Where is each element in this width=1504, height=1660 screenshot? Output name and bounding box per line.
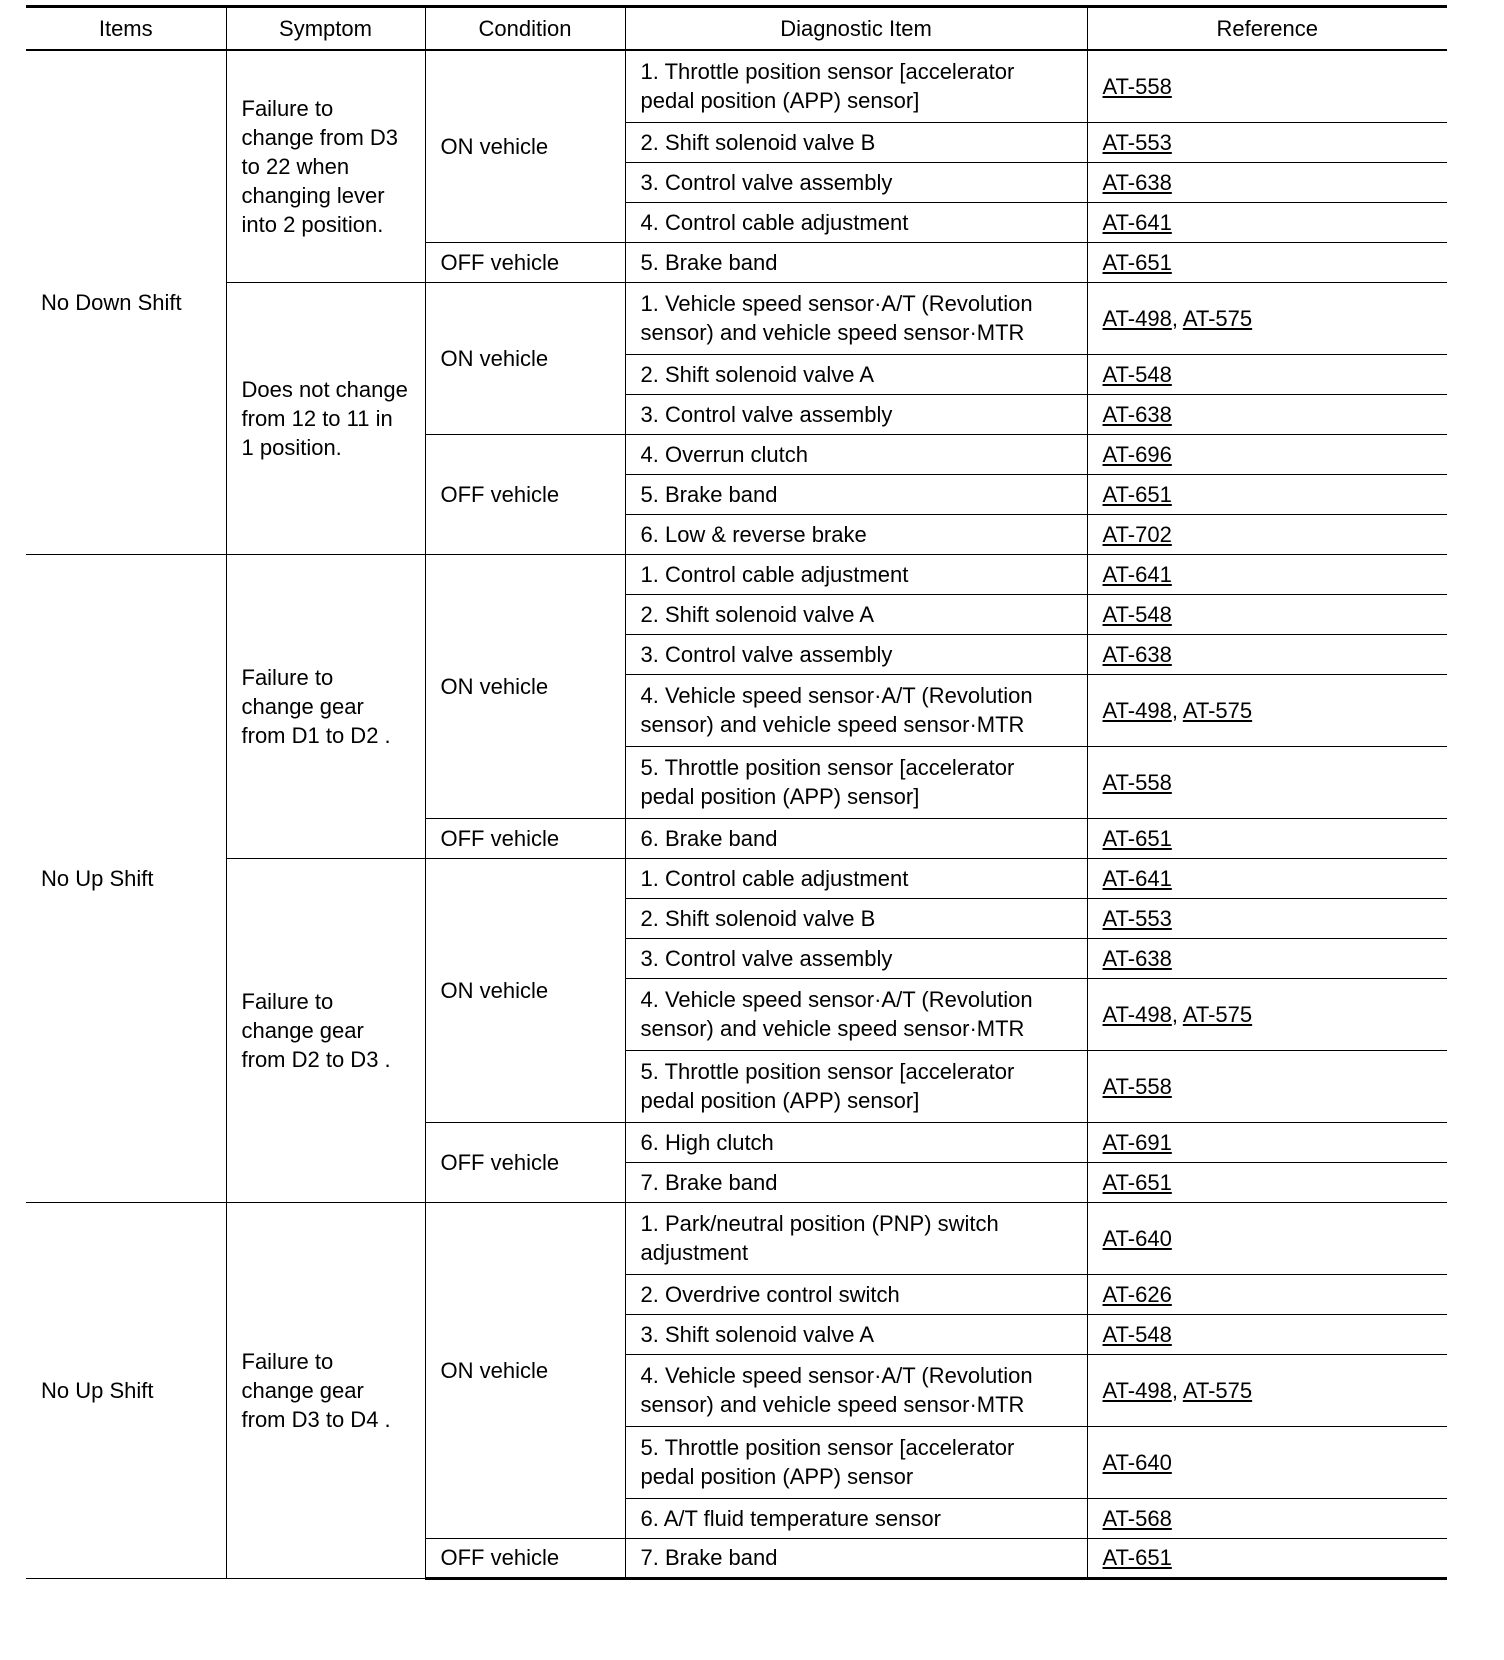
reference-cell: [1087, 1498, 1447, 1538]
reference-cell: [1087, 1202, 1447, 1274]
reference-link[interactable]: AT-651: [1102, 825, 1172, 851]
reference-cell: [1087, 514, 1447, 554]
reference-cell: [1087, 746, 1447, 818]
reference-link[interactable]: AT-575: [1182, 697, 1253, 723]
diagnostic-item: 1. Park/neutral position (PNP) switch adjustment: [625, 1202, 1087, 1274]
reference-link[interactable]: AT-558: [1102, 1073, 1172, 1099]
symptom-cell: Failure to change gear from D3 to D4 .: [226, 1202, 425, 1578]
reference-cell: [1087, 1162, 1447, 1202]
reference-cell: [1087, 554, 1447, 594]
condition-cell: ON vehicle: [425, 858, 625, 1122]
reference-cell: [1087, 202, 1447, 242]
reference-link[interactable]: AT-691: [1102, 1129, 1172, 1155]
diagnostic-item: 1. Throttle position sensor [accelerator pedal position (APP) sensor]: [625, 50, 1087, 122]
diagnostic-item: 3. Control valve assembly: [625, 394, 1087, 434]
reference-link[interactable]: AT-498: [1102, 305, 1172, 331]
reference-link[interactable]: AT-702: [1102, 521, 1172, 547]
diagnostic-item: 2. Shift solenoid valve A: [625, 354, 1087, 394]
diagnostic-item: 1. Vehicle speed sensor·A/T (Revolution sensor) and vehicle speed sensor·MTR: [625, 282, 1087, 354]
diagnostic-item: 2. Shift solenoid valve B: [625, 898, 1087, 938]
reference-link[interactable]: AT-638: [1102, 945, 1172, 971]
reference-cell: [1087, 594, 1447, 634]
items-cell: No Down Shift: [26, 50, 226, 554]
condition-cell: ON vehicle: [425, 50, 625, 242]
reference-link[interactable]: AT-626: [1102, 1281, 1172, 1307]
header-items: Items: [26, 7, 226, 51]
table-row: [26, 554, 1447, 594]
reference-cell: [1087, 858, 1447, 898]
reference-link[interactable]: AT-575: [1182, 305, 1253, 331]
diagnostic-item: 6. A/T fluid temperature sensor: [625, 1498, 1087, 1538]
diagnostic-item: 6. Brake band: [625, 818, 1087, 858]
reference-cell: [1087, 122, 1447, 162]
condition-cell: ON vehicle: [425, 554, 625, 818]
header-reference: Reference: [1087, 7, 1447, 51]
diagnostic-item: 6. High clutch: [625, 1122, 1087, 1162]
condition-cell: OFF vehicle: [425, 242, 625, 282]
diagnostic-item: 7. Brake band: [625, 1538, 1087, 1578]
diagnostic-item: 2. Overdrive control switch: [625, 1274, 1087, 1314]
reference-cell: [1087, 1122, 1447, 1162]
reference-cell: AT-498, AT-575: [1087, 1354, 1447, 1426]
header-condition: Condition: [425, 7, 625, 51]
table-row: [26, 282, 1447, 354]
reference-cell: [1087, 242, 1447, 282]
diagnostic-item: 7. Brake band: [625, 1162, 1087, 1202]
reference-cell: [1087, 818, 1447, 858]
table-row: [26, 50, 1447, 122]
reference-link[interactable]: AT-651: [1102, 249, 1172, 275]
diagnostic-item: 2. Shift solenoid valve A: [625, 594, 1087, 634]
reference-cell: [1087, 938, 1447, 978]
header-row: [26, 7, 1447, 51]
diagnostic-item: 5. Throttle position sensor [accelerator pedal position (APP) sensor: [625, 1426, 1087, 1498]
reference-cell: [1087, 354, 1447, 394]
reference-cell: [1087, 1274, 1447, 1314]
reference-link[interactable]: AT-638: [1102, 401, 1172, 427]
table-row: [26, 1202, 1447, 1274]
reference-link[interactable]: AT-553: [1102, 129, 1172, 155]
diagnostic-item: 4. Vehicle speed sensor·A/T (Revolution sensor) and vehicle speed sensor·MTR: [625, 674, 1087, 746]
reference-link[interactable]: AT-641: [1102, 865, 1172, 891]
condition-cell: OFF vehicle: [425, 1122, 625, 1202]
reference-link[interactable]: AT-638: [1102, 641, 1172, 667]
reference-link[interactable]: AT-641: [1102, 209, 1172, 235]
reference-cell: [1087, 1538, 1447, 1578]
table-row: [26, 858, 1447, 898]
reference-link[interactable]: AT-575: [1182, 1001, 1253, 1027]
diagnostic-item: 3. Shift solenoid valve A: [625, 1314, 1087, 1354]
symptom-cell: Failure to change from D3 to 22 when changing lever into 2 position.: [226, 50, 425, 282]
reference-cell: [1087, 50, 1447, 122]
reference-cell: AT-498, AT-575: [1087, 282, 1447, 354]
reference-cell: AT-498, AT-575: [1087, 674, 1447, 746]
condition-cell: ON vehicle: [425, 282, 625, 434]
reference-link[interactable]: AT-651: [1102, 1169, 1172, 1195]
diagnostic-item: 4. Vehicle speed sensor·A/T (Revolution sensor) and vehicle speed sensor·MTR: [625, 978, 1087, 1050]
reference-cell: [1087, 898, 1447, 938]
reference-cell: [1087, 1314, 1447, 1354]
reference-link[interactable]: AT-548: [1102, 1321, 1172, 1347]
reference-link[interactable]: AT-640: [1102, 1225, 1172, 1251]
reference-cell: [1087, 162, 1447, 202]
condition-cell: OFF vehicle: [425, 434, 625, 554]
symptom-cell: Does not change from 12 to 11 in 1 position.: [226, 282, 425, 554]
reference-link[interactable]: AT-498: [1102, 697, 1172, 723]
diagnostic-item: 1. Control cable adjustment: [625, 858, 1087, 898]
condition-cell: ON vehicle: [425, 1202, 625, 1538]
diagnostic-table: [26, 5, 1447, 1580]
reference-link[interactable]: AT-498: [1102, 1377, 1172, 1403]
reference-link[interactable]: AT-498: [1102, 1001, 1172, 1027]
reference-cell: [1087, 474, 1447, 514]
diagnostic-item: 6. Low & reverse brake: [625, 514, 1087, 554]
items-cell: No Up Shift: [26, 1202, 226, 1578]
diagnostic-item: 3. Control valve assembly: [625, 162, 1087, 202]
reference-link[interactable]: AT-553: [1102, 905, 1172, 931]
condition-cell: OFF vehicle: [425, 818, 625, 858]
reference-link[interactable]: AT-651: [1102, 481, 1172, 507]
reference-cell: [1087, 1050, 1447, 1122]
diagnostic-item: 5. Brake band: [625, 474, 1087, 514]
reference-link[interactable]: AT-638: [1102, 169, 1172, 195]
reference-link[interactable]: AT-575: [1182, 1377, 1253, 1403]
header-diagnostic-item: Diagnostic Item: [625, 7, 1087, 51]
reference-link[interactable]: AT-696: [1102, 441, 1172, 467]
diagnostic-item: 5. Throttle position sensor [accelerator pedal position (APP) sensor]: [625, 1050, 1087, 1122]
diagnostic-item: 1. Control cable adjustment: [625, 554, 1087, 594]
reference-cell: AT-498, AT-575: [1087, 978, 1447, 1050]
diagnostic-item: 3. Control valve assembly: [625, 938, 1087, 978]
condition-cell: OFF vehicle: [425, 1538, 625, 1578]
items-cell: No Up Shift: [26, 554, 226, 1202]
symptom-cell: Failure to change gear from D2 to D3 .: [226, 858, 425, 1202]
reference-cell: [1087, 434, 1447, 474]
diagnostic-item: 4. Overrun clutch: [625, 434, 1087, 474]
reference-cell: [1087, 394, 1447, 434]
reference-link[interactable]: AT-651: [1102, 1545, 1172, 1570]
reference-link[interactable]: AT-568: [1102, 1505, 1172, 1531]
diagnostic-item: 4. Control cable adjustment: [625, 202, 1087, 242]
reference-cell: [1087, 634, 1447, 674]
diagnostic-item: 2. Shift solenoid valve B: [625, 122, 1087, 162]
diagnostic-item: 3. Control valve assembly: [625, 634, 1087, 674]
symptom-cell: Failure to change gear from D1 to D2 .: [226, 554, 425, 858]
diagnostic-item: 5. Brake band: [625, 242, 1087, 282]
reference-link[interactable]: AT-548: [1102, 601, 1172, 627]
header-symptom: Symptom: [226, 7, 425, 51]
reference-link[interactable]: AT-641: [1102, 561, 1172, 587]
reference-link[interactable]: AT-558: [1102, 769, 1172, 795]
diagnostic-item: 4. Vehicle speed sensor·A/T (Revolution sensor) and vehicle speed sensor·MTR: [625, 1354, 1087, 1426]
reference-link[interactable]: AT-548: [1102, 361, 1172, 387]
reference-cell: [1087, 1426, 1447, 1498]
reference-link[interactable]: AT-640: [1102, 1449, 1172, 1475]
reference-link[interactable]: AT-558: [1102, 73, 1172, 99]
diagnostic-item: 5. Throttle position sensor [accelerator pedal position (APP) sensor]: [625, 746, 1087, 818]
